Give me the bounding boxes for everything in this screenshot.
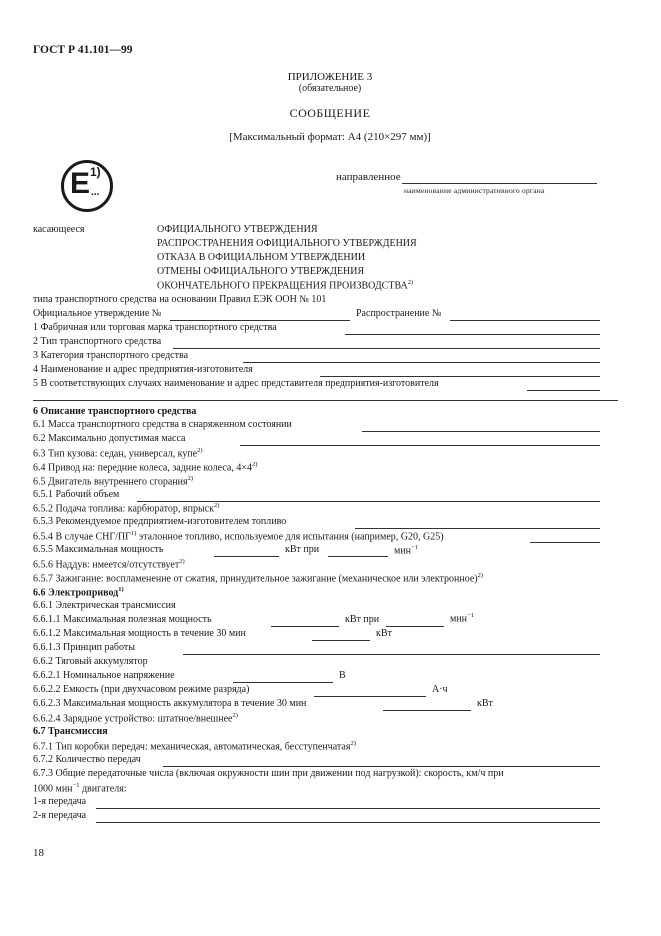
section-6-6-text: 6.6 Электропривод xyxy=(33,587,119,599)
item-6-5-1: 6.5.1 Рабочий объем xyxy=(33,489,120,500)
section-6-6-title xyxy=(33,586,124,598)
item-6-5-2 xyxy=(33,502,219,514)
extension-number-label: Распространение № xyxy=(356,308,442,319)
item-6-5-4 xyxy=(33,530,444,542)
item-6-5 xyxy=(33,475,193,487)
item-6-6-1-3-field[interactable] xyxy=(183,654,600,655)
item-6-7-3-cont xyxy=(33,782,127,794)
item-6-6-2-3-field[interactable] xyxy=(383,710,471,711)
item-6-5-5-rpm-field[interactable] xyxy=(328,556,388,557)
regulation-line: типа транспортного средства на основании Правил ЕЭК ООН № 101 xyxy=(33,294,327,305)
sent-by-caption: наименование административного органа xyxy=(404,186,545,195)
item-6-1-field[interactable] xyxy=(362,431,600,432)
item-6-4-text: 6.4 Привод на: передние колеса, задние колеса, 4×4 xyxy=(33,462,252,474)
item-6-2-field[interactable] xyxy=(240,445,600,446)
item-1-field[interactable] xyxy=(345,334,600,335)
item-3-field[interactable] xyxy=(243,362,600,363)
item-6-6-2: 6.6.2 Тяговый аккумулятор xyxy=(33,656,148,667)
footnote-ref: 2) xyxy=(187,475,193,482)
rpm-unit-text: мин xyxy=(450,613,468,625)
item-6-5-6 xyxy=(33,558,185,570)
item-6-6-1-2: 6.6.1.2 Максимальная мощность в течение 30 мин xyxy=(33,628,246,639)
footnote-ref: 2) xyxy=(251,461,258,468)
item-6-5-5-unit: кВт при xyxy=(285,544,320,555)
item-6-3-text: 6.3 Тип кузова: седан, универсал, купе xyxy=(33,448,198,460)
item-6-6-2-2-field[interactable] xyxy=(314,696,426,697)
footnote-ref: 1) xyxy=(118,586,124,593)
footnote-ref: 2) xyxy=(197,447,203,454)
item-6-6-2-1-field[interactable] xyxy=(233,682,333,683)
item-6-6-1-1-rpm-unit xyxy=(450,612,474,624)
footnote-ref: 2) xyxy=(179,558,185,565)
item-5-field-cont[interactable] xyxy=(33,400,618,401)
item-6-6-2-2: 6.6.2.2 Емкость (при двухчасовом режиме разряда) xyxy=(33,684,250,695)
item-4: 4 Наименование и адрес предприятия-изготовителя xyxy=(33,364,253,375)
item-3: 3 Категория транспортного средства xyxy=(33,350,189,361)
item-2: 2 Тип транспортного средства xyxy=(33,336,162,347)
sent-by-label: направленное xyxy=(336,171,401,183)
item-5: 5 В соответствующих случаях наименование и адрес представителя предприятия-изготовителя xyxy=(33,378,439,389)
section-6-7-title: 6.7 Трансмиссия xyxy=(33,726,108,737)
item-6-7-1 xyxy=(33,740,356,752)
emark-country-placeholder: ... xyxy=(91,186,100,198)
item-6-4 xyxy=(33,461,257,473)
item-6-6-1: 6.6.1 Электрическая трансмиссия xyxy=(33,600,176,611)
exponent: −1 xyxy=(72,782,80,789)
page-number: 18 xyxy=(33,847,44,859)
concerning-item: ОТМЕНЫ ОФИЦИАЛЬНОГО УТВЕРЖДЕНИЯ xyxy=(157,266,365,277)
rpm-unit-text: 1000 мин xyxy=(33,783,73,795)
exponent: −1 xyxy=(467,612,474,619)
item-2-field[interactable] xyxy=(173,348,600,349)
exponent: −1 xyxy=(411,544,418,551)
item-6-5-text: 6.5 Двигатель внутреннего сгорания xyxy=(33,476,188,488)
item-6-6-1-3: 6.6.1.3 Принцип работы xyxy=(33,642,135,653)
item-6-5-5-rpm-unit xyxy=(394,544,418,556)
footnote-ref: 1) xyxy=(130,530,137,537)
extension-number-field[interactable] xyxy=(450,320,600,321)
item-6-6-2-1-unit: В xyxy=(339,670,346,681)
item-6-6-1-1-rpm-field[interactable] xyxy=(386,626,444,627)
item-6-6-1-1-unit: кВт при xyxy=(345,614,380,625)
item-6-7-3-tail: двигателя: xyxy=(79,783,127,795)
item-6-5-3-field[interactable] xyxy=(355,528,600,529)
item-6-6-1-2-unit: кВт xyxy=(376,628,392,639)
item-6-5-7-text: 6.5.7 Зажигание: воспламенение от сжатия, принудительное зажигание (механическое или электронное) xyxy=(33,573,478,585)
item-6-7-2: 6.7.2 Количество передач xyxy=(33,754,141,765)
emark-letter: E xyxy=(70,167,91,200)
item-1: 1 Фабричная или торговая марка транспортного средства xyxy=(33,322,277,333)
item-6-1: 6.1 Масса транспортного средства в снаряженном состоянии xyxy=(33,419,292,430)
sent-by-field[interactable] xyxy=(402,183,597,184)
item-6-6-2-4 xyxy=(33,712,238,724)
item-6-5-5-power-field[interactable] xyxy=(214,556,279,557)
item-6-6-2-4-text: 6.6.2.4 Зарядное устройство: штатное/внешнее xyxy=(33,713,233,725)
item-6-6-2-2-unit: А·ч xyxy=(432,684,448,695)
item-6-6-1-1-power-field[interactable] xyxy=(271,626,339,627)
footnote-ref: 2) xyxy=(350,740,356,747)
item-4-field[interactable] xyxy=(320,376,600,377)
approval-number-field[interactable] xyxy=(170,320,350,321)
rpm-unit-text: мин xyxy=(394,545,412,557)
concerning-item xyxy=(157,279,413,291)
concerning-item: ОТКАЗА В ОФИЦИАЛЬНОМ УТВЕРЖДЕНИИ xyxy=(157,252,366,263)
item-6-6-2-3-unit: кВт xyxy=(477,698,493,709)
item-6-6-1-1: 6.6.1.1 Максимальная полезная мощность xyxy=(33,614,212,625)
concerning-item: РАСПРОСТРАНЕНИЯ ОФИЦИАЛЬНОГО УТВЕРЖДЕНИЯ xyxy=(157,238,417,249)
annex-status: (обязательное) xyxy=(298,83,362,94)
item-6-5-4-field[interactable] xyxy=(530,542,600,543)
item-6-2: 6.2 Максимально допустимая масса xyxy=(33,433,186,444)
gear-1-field[interactable] xyxy=(96,808,600,809)
concerning-item-text: ОКОНЧАТЕЛЬНОГО ПРЕКРАЩЕНИЯ ПРОИЗВОДСТВА xyxy=(157,280,408,292)
footnote-ref: 2) xyxy=(407,279,414,286)
item-6-6-2-1: 6.6.2.1 Номинальное напряжение xyxy=(33,670,175,681)
item-6-5-7 xyxy=(33,572,483,584)
item-6-3 xyxy=(33,447,203,459)
footnote-ref: 2) xyxy=(477,572,484,579)
emark-footnote: 1) xyxy=(90,165,101,179)
document-code: ГОСТ Р 41.101—99 xyxy=(33,44,133,56)
item-6-5-2-text: 6.5.2 Подача топлива: карбюратор, впрыск xyxy=(33,503,214,515)
concerning-label: касающееся xyxy=(33,224,85,235)
footnote-ref: 2) xyxy=(213,502,220,509)
item-6-7-2-field[interactable] xyxy=(163,766,600,767)
item-6-7-1-text: 6.7.1 Тип коробки передач: механическая, автоматическая, бесступенчатая xyxy=(33,741,351,753)
item-5-field[interactable] xyxy=(527,390,600,391)
gear-2-label: 2-я передача xyxy=(33,810,87,821)
item-6-6-1-2-field[interactable] xyxy=(312,640,370,641)
item-6-5-6-text: 6.5.6 Наддув: имеется/отсутствует xyxy=(33,559,180,571)
message-heading: СООБЩЕНИЕ xyxy=(289,106,371,120)
approval-number-label: Официальное утверждение № xyxy=(33,308,162,319)
item-6-6-2-3: 6.6.2.3 Максимальная мощность аккумулятора в течение 30 мин xyxy=(33,698,307,709)
annex-title: ПРИЛОЖЕНИЕ 3 xyxy=(287,71,373,83)
section-6-title: 6 Описание транспортного средства xyxy=(33,406,197,417)
item-6-5-3: 6.5.3 Рекомендуемое предприятием-изготовителем топливо xyxy=(33,516,287,527)
item-6-5-5: 6.5.5 Максимальная мощность xyxy=(33,544,164,555)
item-6-7-3: 6.7.3 Общие передаточные числа (включая окружности шин при движении под нагрузкой): скорость, км/ч при xyxy=(33,768,504,779)
gear-2-field[interactable] xyxy=(96,822,600,823)
concerning-item: ОФИЦИАЛЬНОГО УТВЕРЖДЕНИЯ xyxy=(157,224,318,235)
footnote-ref: 2) xyxy=(232,712,238,719)
item-6-5-4-text: 6.5.4 В случае СНГ/ПГ xyxy=(33,531,131,543)
item-6-5-4-text-cont: эталонное топливо, используемое для испытания (например, G20, G25) xyxy=(136,531,444,543)
approval-mark-icon xyxy=(61,160,113,212)
format-note: [Максимальный формат: А4 (210×297 мм)] xyxy=(229,131,431,143)
gear-1-label: 1-я передача xyxy=(33,796,87,807)
